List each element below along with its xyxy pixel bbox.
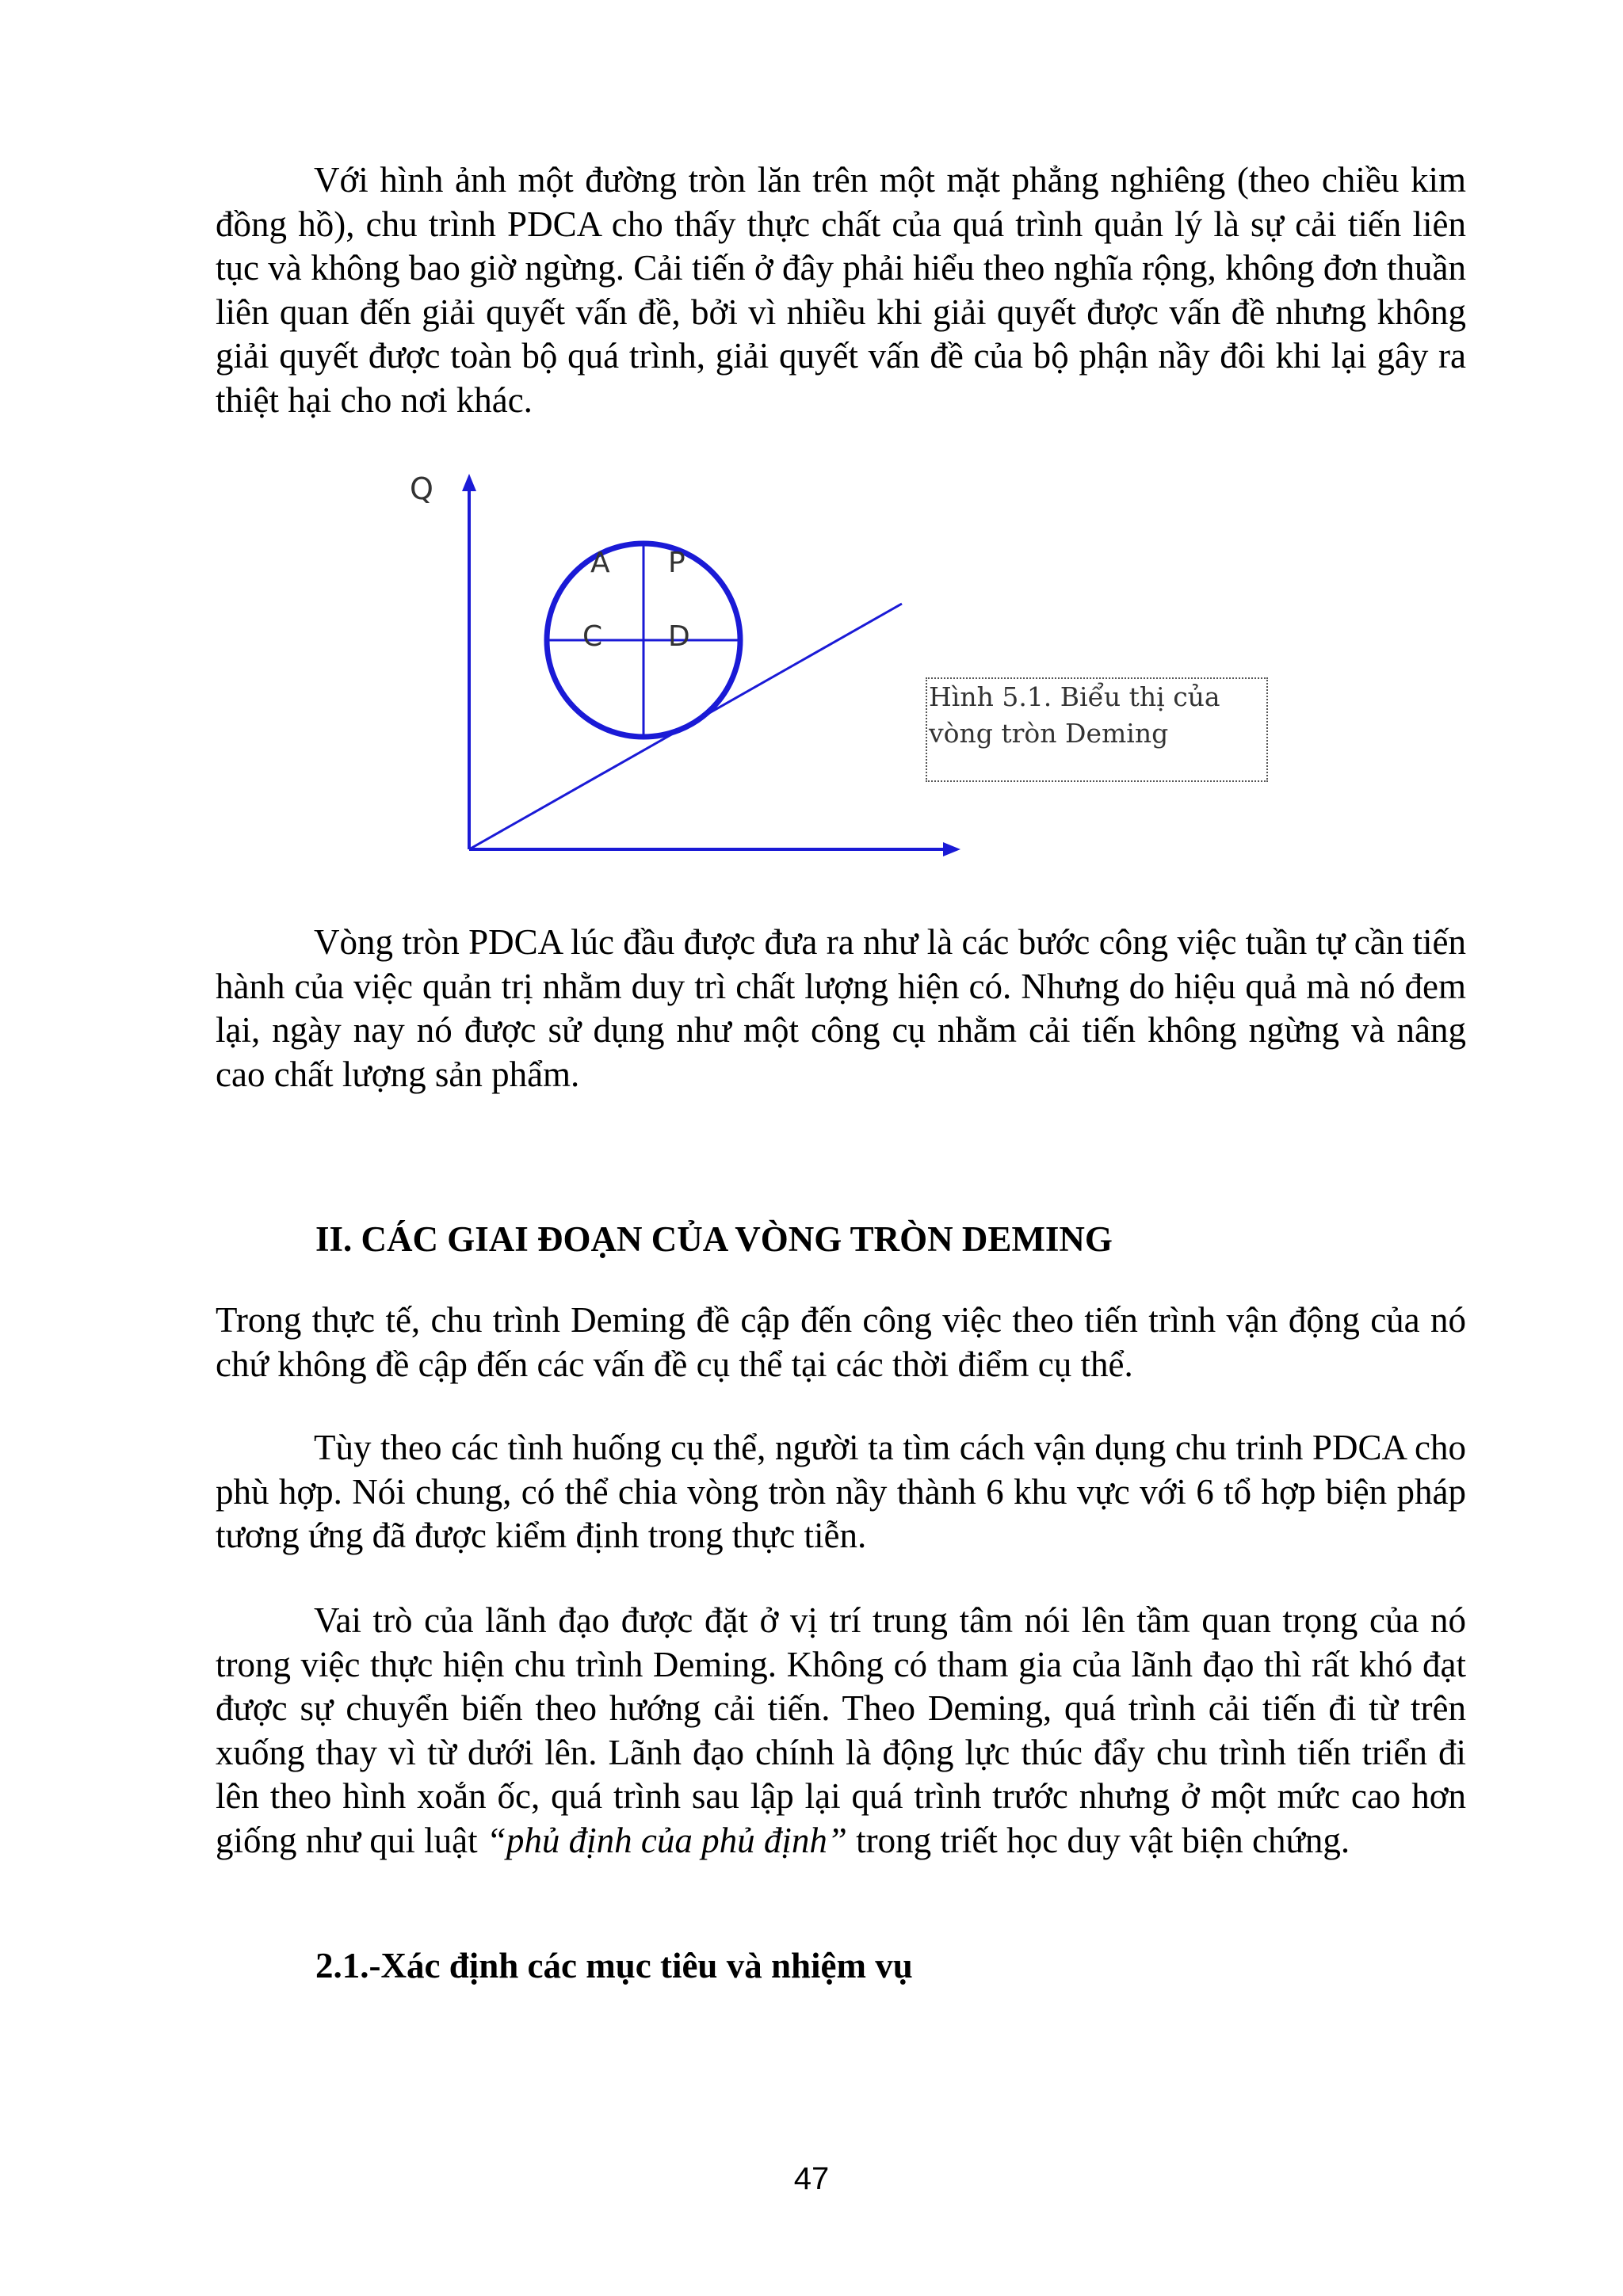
paragraph-deming-process: Trong thực tế, chu trình Deming đề cập đến công việc theo tiến trình vận động của nó chứ không đề cập đến các vấn đề cụ thể tại các thời điểm cụ thể. xyxy=(216,1300,1466,1384)
paragraph-leadership-role xyxy=(216,1599,1466,1863)
quadrant-label-p: P xyxy=(668,547,685,579)
section-heading: II. CÁC GIAI ĐOẠN CỦA VÒNG TRÒN DEMING xyxy=(315,1219,1113,1259)
page-number: 47 xyxy=(793,2161,830,2196)
pdca-circle xyxy=(547,543,740,737)
quadrant-label-c: C xyxy=(582,620,603,653)
figure-caption: Hình 5.1. Biểu thị của vòng tròn Deming xyxy=(926,677,1268,782)
y-axis-arrow xyxy=(462,474,476,491)
incline-line xyxy=(469,604,902,849)
paragraph-pdca-circle-intro: Với hình ảnh một đường tròn lăn trên một mặt phẳng nghiêng (theo chiều kim đồng hồ), chu trình PDCA cho thấy thực chất của quá trình quản lý là sự cải tiến liên tục và không bao giờ ngừng. Cải tiến ở đây phải hiểu theo nghĩa rộng, không đơn thuần liên quan đến giải quyết vấn đề, bởi vì nhiều khi giải quyết được vấn đề nhưng không giải quyết được toàn bộ quá trình, giải quyết vấn đề của bộ phận nầy đôi khi lại gây ra thiệt hại cho nơi khác. xyxy=(216,160,1466,420)
figure-lines xyxy=(462,474,960,856)
leadership-text-end: trong triết học duy vật biện chứng. xyxy=(846,1820,1350,1860)
axis-label-q: Q xyxy=(410,471,433,506)
quadrant-label-a: A xyxy=(590,547,610,579)
leadership-text: Vai trò của lãnh đạo được đặt ở vị trí trung tâm nói lên tầm quan trọng của nó trong việc thực hiện chu trình Deming. Không có tham gia của lãnh đạo thì rất khó đạt được sự chuyển biến theo hướng cải tiến. Theo Deming, quá trình cải tiến đi từ trên xuống thay vì từ dưới lên. Lãnh đạo chính là động lực thúc đẩy chu trình tiến triển đi lên theo hình xoắn ốc, quá trình sau lập lại quá trình trước nhưng ở một mức cao hơn giống như qui luật xyxy=(216,1600,1466,1860)
x-axis-arrow xyxy=(943,842,960,856)
quadrant-label-d: D xyxy=(668,620,690,653)
paragraph-pdca-application: Tùy theo các tình huống cụ thể, người ta tìm cách vận dụng chu trinh PDCA cho phù hợp. Nói chung, có thể chia vòng tròn nầy thành 6 khu vực với 6 tổ hợp biện pháp tương ứng đã được kiểm định trong thực tiễn. xyxy=(216,1428,1466,1555)
negation-quote: “phủ định của phủ định” xyxy=(486,1820,847,1860)
paragraph-pdca-purpose: Vòng tròn PDCA lúc đầu được đưa ra như là các bước công việc tuần tự cần tiến hành của việc quản trị nhằm duy trì chất lượng hiện có. Nhưng do hiệu quả mà nó đem lại, ngày nay nó được sử dụng như một công cụ nhằm cải tiến không ngừng và nâng cao chất lượng sản phẩm. xyxy=(216,922,1466,1094)
subsection-heading: 2.1.-Xác định các mục tiêu và nhiệm vụ xyxy=(315,1946,913,1985)
